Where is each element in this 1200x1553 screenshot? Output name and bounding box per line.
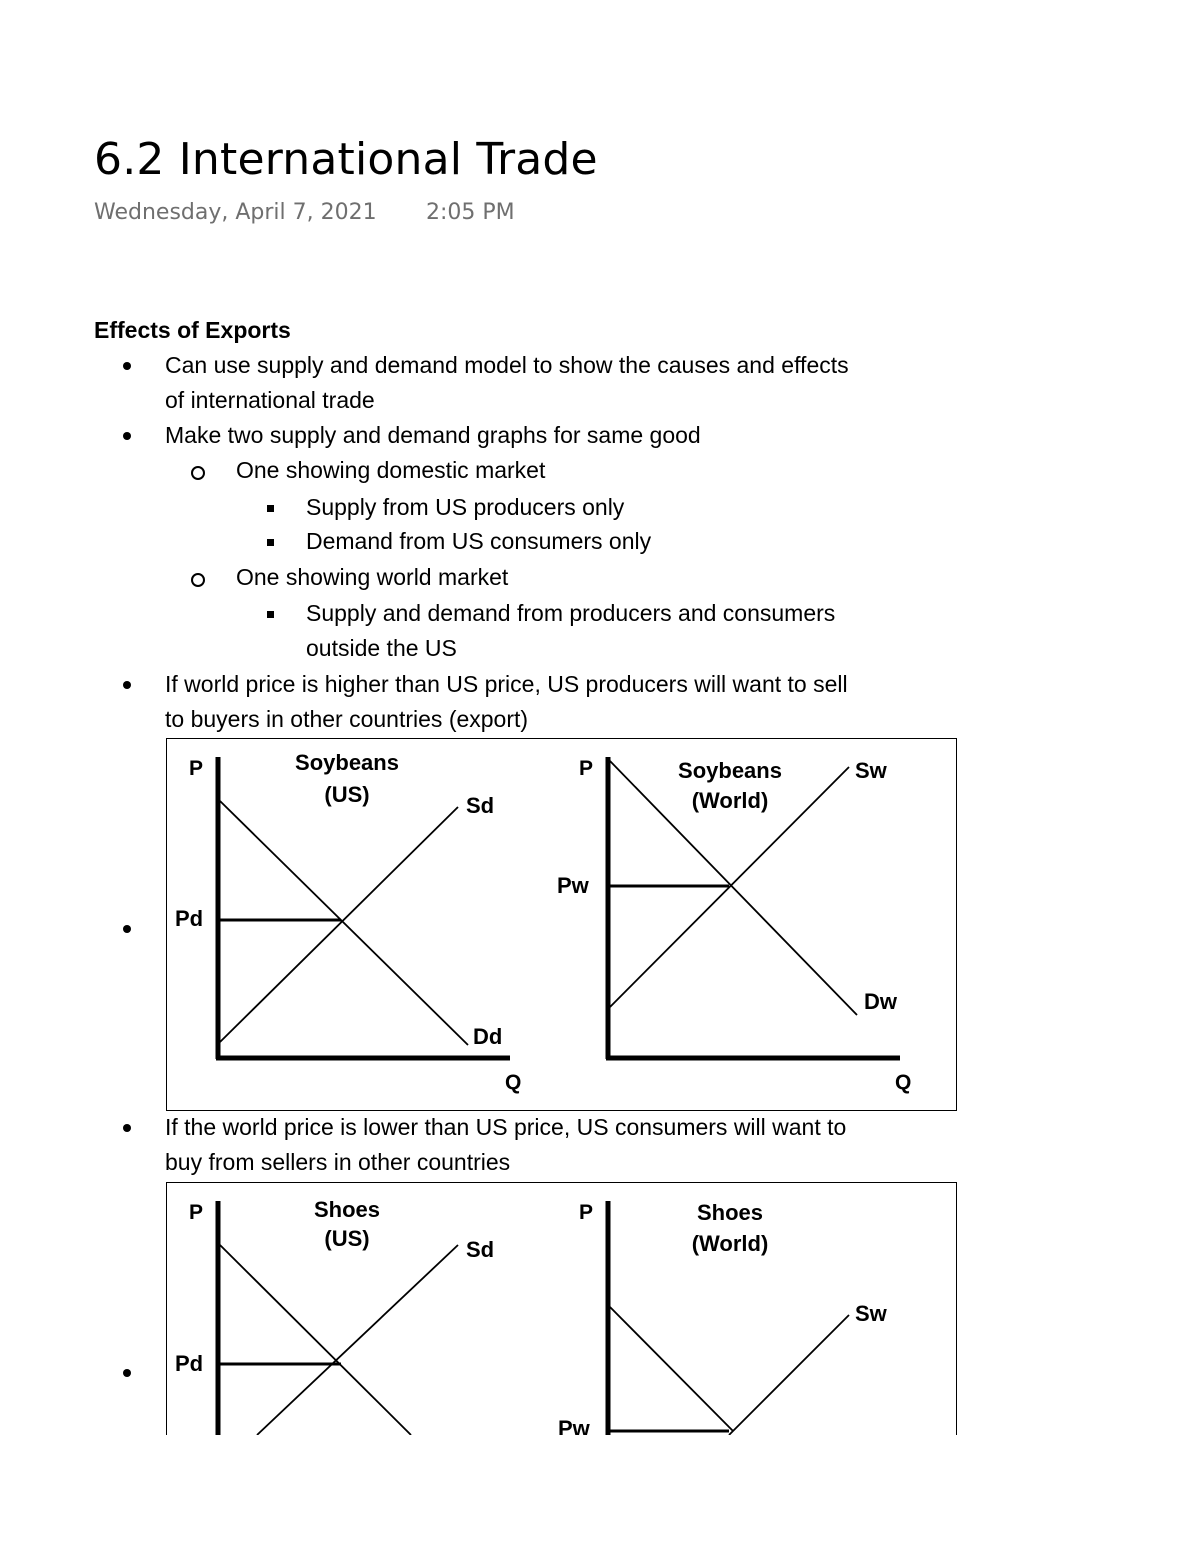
page-title: 6.2 International Trade: [94, 134, 598, 185]
demand-curve: [220, 1245, 411, 1435]
soybeans-diagram: [166, 738, 957, 1111]
demand-curve: [220, 801, 468, 1045]
price-axis-label: P: [189, 757, 204, 780]
graph-title: Shoes: [313, 1197, 381, 1222]
supply-label: Sw: [855, 1301, 887, 1326]
list-item: Make two supply and demand graphs for same good: [165, 422, 701, 448]
graph-title: (US): [324, 782, 370, 807]
list-item-continuation: buy from sellers in other countries: [165, 1149, 511, 1175]
graph-title: Soybeans: [678, 758, 782, 783]
supply-curve: [729, 1315, 849, 1435]
demand-label: Dd: [473, 1024, 503, 1049]
page-date: Wednesday, April 7, 2021: [94, 200, 377, 225]
price-axis-label: P: [189, 1201, 204, 1224]
soybeans-us-graph: [175, 750, 521, 1094]
shoes-us-graph: [175, 1197, 494, 1435]
graph-title: Shoes: [696, 1200, 764, 1225]
list-item: Demand from US consumers only: [306, 528, 652, 554]
soybeans-world-graph: [557, 757, 911, 1094]
bullet-dot: [123, 1124, 131, 1132]
price-axis-label: P: [579, 757, 594, 780]
supply-curve: [257, 1245, 458, 1435]
supply-label: Sd: [466, 1237, 495, 1262]
price-label: Pw: [558, 1416, 590, 1435]
quantity-axis-label: Q: [895, 1071, 912, 1094]
graph-title: (World): [691, 1231, 769, 1256]
demand-label: Dw: [864, 989, 897, 1014]
section-heading: Effects of Exports: [94, 317, 291, 343]
list-item-continuation: to buyers in other countries (export): [165, 706, 529, 732]
bullet-square: [267, 505, 274, 512]
list-item: Can use supply and demand model to show the causes and effects: [165, 352, 849, 378]
supply-label: Sw: [855, 758, 887, 783]
bullet-circle: [191, 573, 205, 587]
supply-curve: [220, 807, 458, 1042]
quantity-axis-label: Q: [505, 1071, 522, 1094]
bullet-dot: [123, 681, 131, 689]
list-item-continuation: of international trade: [165, 387, 375, 413]
shoes-world-graph: [558, 1200, 888, 1435]
bullet-dot: [123, 1369, 131, 1377]
price-label: Pw: [557, 873, 589, 898]
shoes-svg: [167, 1183, 956, 1435]
list-item: If world price is higher than US price, US producers will want to sell: [165, 671, 848, 697]
list-item: Supply and demand from producers and consumers: [306, 600, 836, 626]
bullet-dot: [123, 925, 131, 933]
bullet-square: [267, 611, 274, 618]
price-label: Pd: [175, 1351, 204, 1376]
bullet-square: [267, 539, 274, 546]
soybeans-svg: [167, 739, 956, 1110]
graph-title: (World): [691, 788, 769, 813]
shoes-diagram: [166, 1182, 957, 1435]
price-label: Pd: [175, 906, 204, 931]
demand-curve: [610, 1307, 733, 1431]
supply-label: Sd: [466, 793, 495, 818]
list-item: One showing world market: [236, 564, 509, 590]
bullet-dot: [123, 362, 131, 370]
price-axis-label: P: [579, 1201, 594, 1224]
list-item: If the world price is lower than US price, US consumers will want to: [165, 1114, 847, 1140]
page-time: 2:05 PM: [426, 200, 515, 225]
list-item: One showing domestic market: [236, 457, 546, 483]
graph-title: Soybeans: [295, 750, 399, 775]
bullet-circle: [191, 466, 205, 480]
bullet-dot: [123, 432, 131, 440]
list-item-continuation: outside the US: [306, 635, 457, 661]
list-item: Supply from US producers only: [306, 494, 625, 520]
graph-title: (US): [324, 1226, 370, 1251]
